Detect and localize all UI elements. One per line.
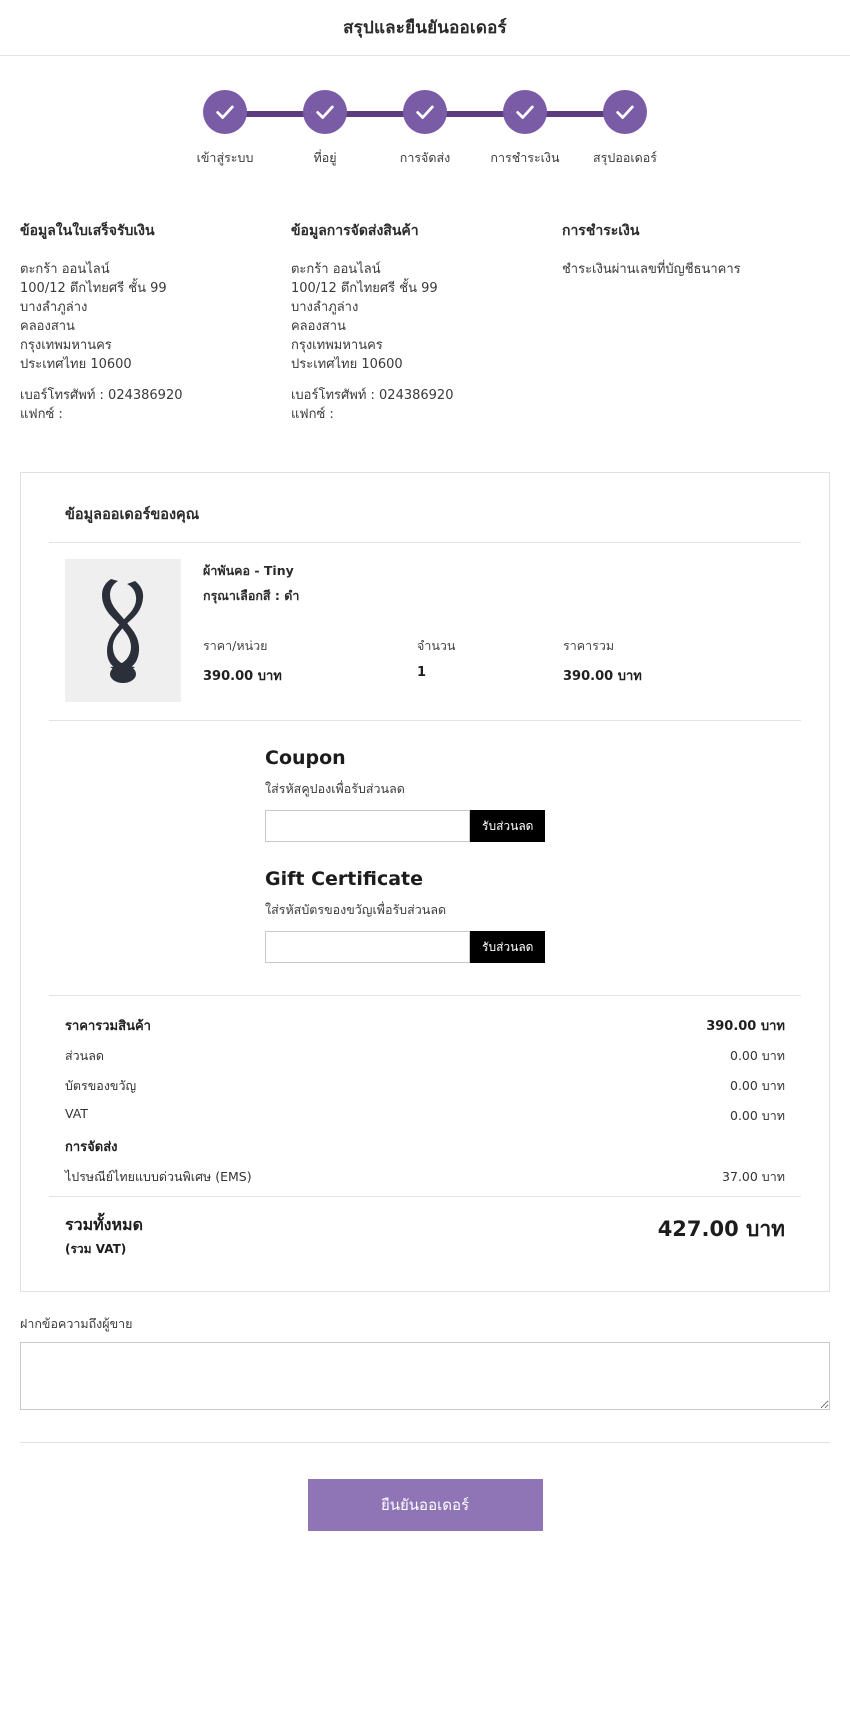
subtotal-value: 390.00 บาท (706, 1019, 785, 1034)
check-icon (414, 101, 436, 123)
line-total-label: ราคารวม (563, 638, 615, 653)
coupon-section (49, 721, 801, 995)
product-name: ผ้าพันคอ - Tiny (203, 563, 294, 578)
billing-address-4: กรุงเทพมหานคร (20, 338, 112, 353)
coupon-title: Coupon (265, 747, 346, 769)
product-unit-price (203, 636, 403, 686)
check-icon (514, 101, 536, 123)
quantity-value: 1 (417, 665, 427, 680)
step-address-circle[interactable] (303, 90, 347, 134)
step-shipping-circle[interactable] (403, 90, 447, 134)
total-row-subtotal (65, 1010, 785, 1041)
shipping-address-4: กรุงเทพมหานคร (290, 338, 383, 353)
order-summary-card (20, 472, 830, 1292)
step-payment[interactable] (475, 90, 575, 168)
product-option: กรุณาเลือกสี : ดำ (203, 588, 300, 603)
payment-method: ชำระเงินผ่านเลขที่บัญชีธนาคาร (561, 262, 741, 277)
grand-total-sublabel: (รวม VAT) (65, 1242, 127, 1256)
shipping-method-label: ไปรษณีย์ไทยแบบด่วนพิเศษ (EMS) (65, 1169, 252, 1184)
order-summary-title: ข้อมูลออเดอร์ของคุณ (65, 507, 200, 523)
checkout-stepper (0, 56, 850, 178)
page-header (0, 0, 850, 56)
step-login-label: เข้าสู่ระบบ (196, 150, 254, 165)
payment-heading: การชำระเงิน (561, 223, 640, 239)
seller-message-input[interactable] (20, 1342, 830, 1410)
discount-label: ส่วนลด (65, 1048, 104, 1063)
billing-phone: เบอร์โทรศัพท์ : 024386920 (20, 388, 183, 403)
quantity-label: จำนวน (417, 638, 456, 653)
unit-price-label: ราคา/หน่วย (203, 638, 268, 653)
grand-total-row (49, 1197, 801, 1265)
shipping-name: ตะกร้า ออนไลน์ (290, 262, 381, 277)
billing-address-5: ประเทศไทย 10600 (20, 357, 132, 372)
gift-label: บัตรของขวัญ (65, 1078, 137, 1093)
address-summary (0, 178, 850, 432)
shipping-method-value: 37.00 บาท (722, 1169, 785, 1184)
confirm-order-button[interactable]: ยืนยันออเดอร์ (308, 1479, 543, 1531)
billing-address-3: คลองสาน (20, 319, 75, 334)
total-row-discount (65, 1041, 785, 1071)
billing-address-1: 100/12 ตึกไทยศรี ชั้น 99 (20, 281, 167, 296)
total-row-shipping (65, 1162, 785, 1192)
totals-section (49, 996, 801, 1196)
step-address-label: ที่อยู่ (313, 150, 337, 165)
billing-info (20, 220, 291, 424)
check-icon (614, 101, 636, 123)
unit-price-value: 390.00 บาท (203, 669, 282, 684)
step-login[interactable] (175, 90, 275, 168)
seller-message-section (0, 1292, 850, 1414)
step-payment-label: การชำระเงิน (490, 150, 560, 165)
gift-title: Gift Certificate (265, 868, 424, 890)
shipping-head-label: การจัดส่ง (65, 1140, 118, 1155)
billing-heading: ข้อมูลในใบเสร็จรับเงิน (20, 223, 155, 239)
order-item-row (49, 543, 801, 720)
shipping-fax: แฟกซ์ : (290, 407, 334, 422)
billing-address-2: บางลำภูล่าง (20, 300, 88, 315)
product-quantity (403, 636, 553, 686)
shipping-section-head (65, 1131, 785, 1162)
step-summary-circle[interactable] (603, 90, 647, 134)
gift-apply-button[interactable]: รับส่วนลด (470, 931, 545, 963)
total-row-gift (65, 1071, 785, 1101)
shipping-heading: ข้อมูลการจัดส่งสินค้า (290, 223, 419, 239)
product-details (181, 559, 785, 702)
gift-subtitle: ใส่รหัสบัตรของขวัญเพื่อรับส่วนลด (265, 902, 447, 917)
step-summary-label: สรุปออเดอร์ (593, 150, 657, 165)
step-shipping[interactable] (375, 90, 475, 168)
seller-message-label: ฝากข้อความถึงผู้ขาย (20, 1316, 133, 1331)
payment-info (562, 220, 830, 424)
product-thumbnail[interactable] (65, 559, 181, 702)
step-shipping-label: การจัดส่ง (399, 150, 451, 165)
vat-value: 0.00 บาท (730, 1108, 785, 1123)
step-payment-circle[interactable] (503, 90, 547, 134)
shipping-address-1: 100/12 ตึกไทยศรี ชั้น 99 (290, 281, 438, 296)
vat-label: VAT (65, 1106, 88, 1121)
grand-total-value: 427.00 บาท (657, 1217, 785, 1241)
check-icon (214, 101, 236, 123)
step-address[interactable] (275, 90, 375, 168)
coupon-input[interactable] (265, 810, 470, 842)
line-total-value: 390.00 บาท (563, 669, 642, 684)
scarf-image (81, 571, 165, 691)
shipping-address-5: ประเทศไทย 10600 (290, 357, 403, 372)
billing-name: ตะกร้า ออนไลน์ (20, 262, 110, 277)
billing-fax: แฟกซ์ : (20, 407, 63, 422)
subtotal-label: ราคารวมสินค้า (65, 1019, 151, 1034)
confirm-section (0, 1443, 850, 1571)
shipping-address-3: คลองสาน (290, 319, 346, 334)
coupon-subtitle: ใส่รหัสคูปองเพื่อรับส่วนลด (265, 781, 405, 796)
shipping-address-2: บางลำภูล่าง (290, 300, 359, 315)
page-title: สรุปและยืนยันออเดอร์ (343, 18, 507, 38)
product-line-total (553, 636, 713, 686)
coupon-apply-button[interactable]: รับส่วนลด (470, 810, 545, 842)
grand-total-label: รวมทั้งหมด (65, 1215, 143, 1234)
step-login-circle[interactable] (203, 90, 247, 134)
shipping-phone: เบอร์โทรศัพท์ : 024386920 (290, 388, 454, 403)
gift-value: 0.00 บาท (730, 1078, 785, 1093)
gift-certificate-input[interactable] (265, 931, 470, 963)
discount-value: 0.00 บาท (730, 1048, 785, 1063)
total-row-vat (65, 1101, 785, 1131)
shipping-info (291, 220, 562, 424)
check-icon (314, 101, 336, 123)
step-summary[interactable] (575, 90, 675, 168)
